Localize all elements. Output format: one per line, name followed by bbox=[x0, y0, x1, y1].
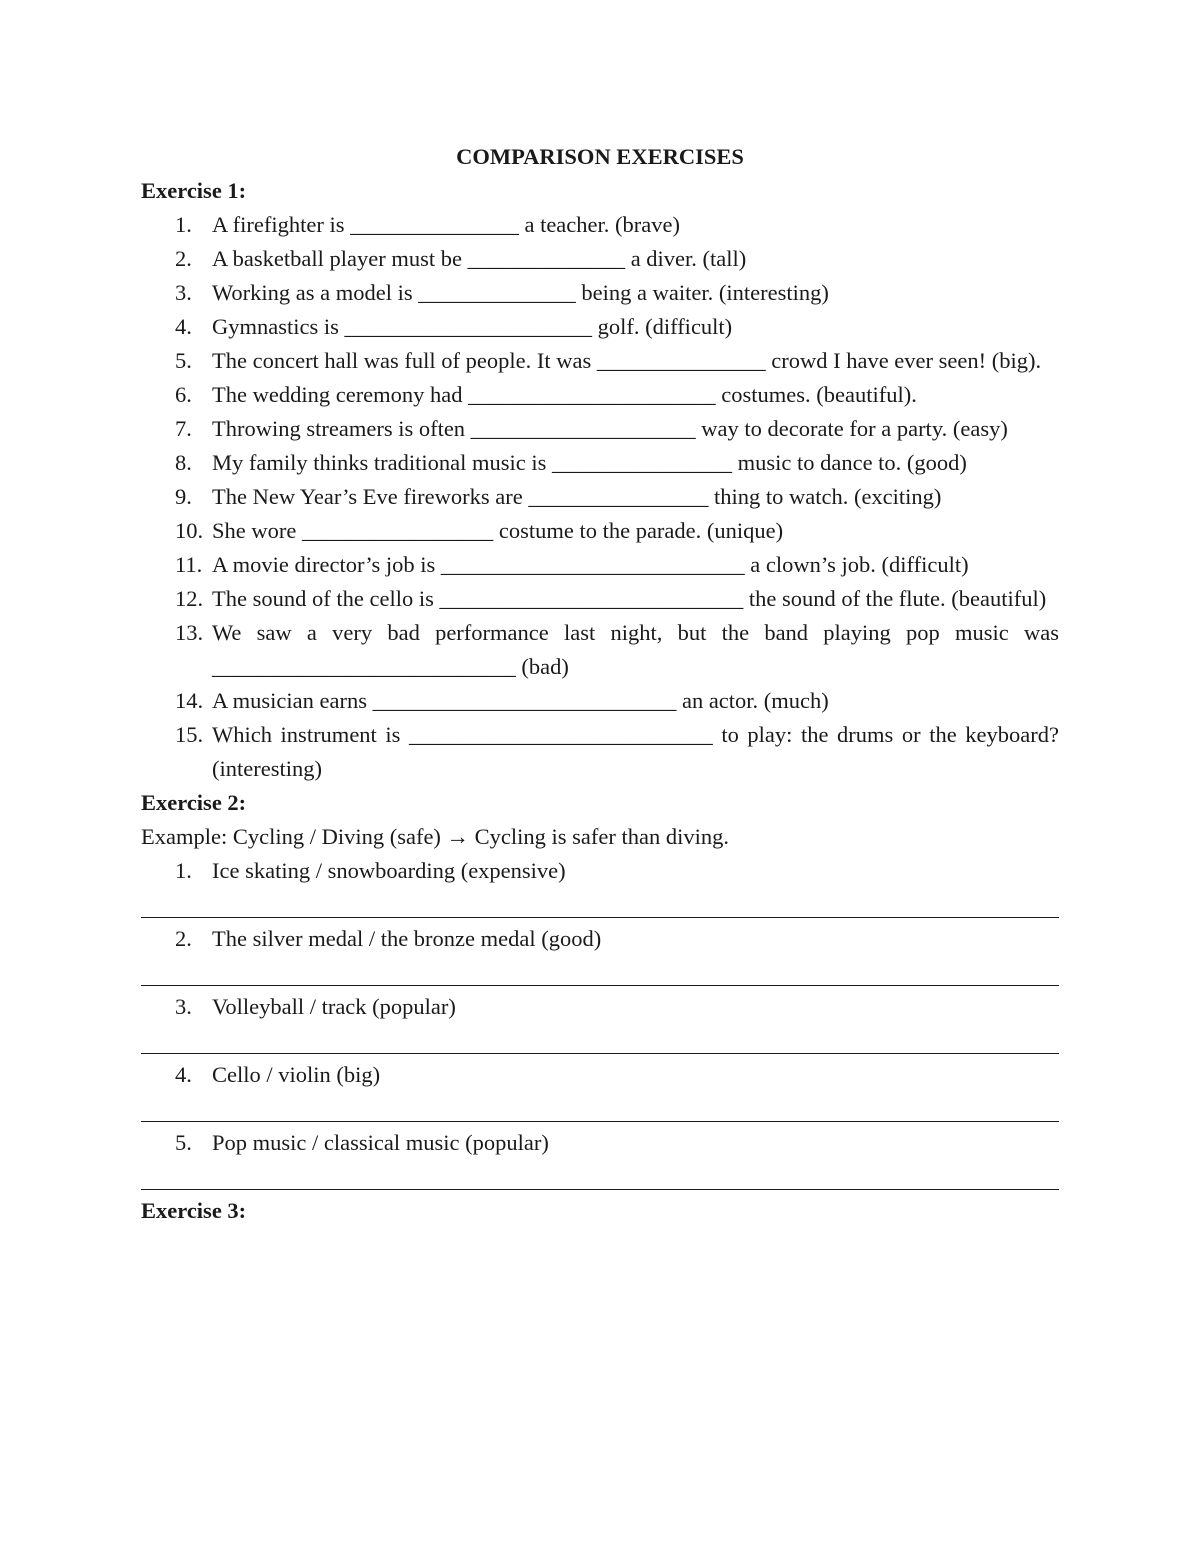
answer-line[interactable] bbox=[141, 1024, 1059, 1058]
item-text: The New Year’s Eve fireworks are ________________ thing to watch. (exciting) bbox=[212, 484, 942, 509]
item-number: 6. bbox=[175, 382, 192, 407]
exercise-1-item bbox=[141, 480, 1059, 514]
item-text: My family thinks traditional music is ________________ music to dance to. (good) bbox=[212, 450, 967, 475]
item-text: The silver medal / the bronze medal (good) bbox=[212, 926, 602, 951]
item-number: 9. bbox=[175, 484, 192, 509]
item-text: Throwing streamers is often ____________________ way to decorate for a party. (easy) bbox=[212, 416, 1008, 441]
exercise-2-item bbox=[141, 854, 1059, 888]
item-text: She wore _________________ costume to the parade. (unique) bbox=[212, 518, 784, 543]
item-text: Pop music / classical music (popular) bbox=[212, 1130, 549, 1155]
exercise-1-item bbox=[141, 276, 1059, 310]
answer-line[interactable] bbox=[141, 888, 1059, 922]
item-number: 8. bbox=[175, 450, 192, 475]
item-text: A firefighter is _______________ a teacher. (brave) bbox=[212, 212, 680, 237]
worksheet-content bbox=[141, 174, 1059, 1228]
item-text: The wedding ceremony had ______________________ costumes. (beautiful). bbox=[212, 382, 917, 407]
item-number: 11. bbox=[175, 552, 203, 577]
item-number: 2. bbox=[175, 246, 192, 271]
exercise-1-item bbox=[141, 616, 1059, 684]
exercise-2-item bbox=[141, 1126, 1059, 1160]
item-text: We saw a very bad performance last night, but the band playing pop music was ___________________________ (bad) bbox=[212, 620, 1059, 679]
exercise-2-heading: Exercise 2: bbox=[141, 790, 247, 815]
exercise-2-item bbox=[141, 1058, 1059, 1092]
item-number: 13. bbox=[175, 620, 204, 645]
exercise-2-list bbox=[141, 854, 1059, 1194]
exercise-1-item bbox=[141, 446, 1059, 480]
exercise-1-item bbox=[141, 548, 1059, 582]
item-number: 1. bbox=[175, 212, 192, 237]
item-number: 2. bbox=[175, 926, 192, 951]
item-text: The concert hall was full of people. It was _______________ crowd I have ever seen! (big). bbox=[212, 348, 1042, 373]
item-text: Working as a model is ______________ being a waiter. (interesting) bbox=[212, 280, 829, 305]
exercise-3-heading: Exercise 3: bbox=[141, 1198, 247, 1223]
exercise-2-item bbox=[141, 990, 1059, 1024]
item-number: 3. bbox=[175, 280, 192, 305]
item-number: 4. bbox=[175, 1062, 192, 1087]
exercise-1-list bbox=[141, 208, 1059, 786]
item-text: Cello / violin (big) bbox=[212, 1062, 381, 1087]
exercise-1-item bbox=[141, 378, 1059, 412]
item-number: 7. bbox=[175, 416, 192, 441]
item-number: 1. bbox=[175, 858, 192, 883]
item-text: Ice skating / snowboarding (expensive) bbox=[212, 858, 566, 883]
item-text: The sound of the cello is ___________________________ the sound of the flute. (beautiful) bbox=[212, 586, 1047, 611]
exercise-1-item bbox=[141, 344, 1059, 378]
item-number: 5. bbox=[175, 348, 192, 373]
page-title: COMPARISON EXERCISES bbox=[456, 144, 744, 169]
exercise-1-item bbox=[141, 208, 1059, 242]
item-text: A basketball player must be ______________ a diver. (tall) bbox=[212, 246, 747, 271]
exercise-1-item bbox=[141, 412, 1059, 446]
exercise-1-item bbox=[141, 582, 1059, 616]
exercise-2-example: Example: Cycling / Diving (safe) → Cycling is safer than diving. bbox=[141, 824, 730, 849]
item-number: 10. bbox=[175, 518, 204, 543]
item-text: A musician earns ___________________________ an actor. (much) bbox=[212, 688, 829, 713]
item-number: 4. bbox=[175, 314, 192, 339]
item-text: Which instrument is ___________________________ to play: the drums or the keyboard? (interesting) bbox=[212, 722, 1059, 781]
item-number: 14. bbox=[175, 688, 204, 713]
item-number: 15. bbox=[175, 722, 204, 747]
answer-line[interactable] bbox=[141, 1160, 1059, 1194]
exercise-1-item bbox=[141, 310, 1059, 344]
answer-line[interactable] bbox=[141, 956, 1059, 990]
item-text: Gymnastics is ______________________ golf. (difficult) bbox=[212, 314, 733, 339]
exercise-1-item bbox=[141, 514, 1059, 548]
item-number: 12. bbox=[175, 586, 204, 611]
exercise-1-item bbox=[141, 718, 1059, 786]
item-number: 3. bbox=[175, 994, 192, 1019]
exercise-1-item bbox=[141, 242, 1059, 276]
item-text: Volleyball / track (popular) bbox=[212, 994, 456, 1019]
exercise-1-item bbox=[141, 684, 1059, 718]
exercise-1-heading: Exercise 1: bbox=[141, 178, 247, 203]
answer-line[interactable] bbox=[141, 1092, 1059, 1126]
item-number: 5. bbox=[175, 1130, 192, 1155]
exercise-2-item bbox=[141, 922, 1059, 956]
item-text: A movie director’s job is ___________________________ a clown’s job. (difficult) bbox=[212, 552, 969, 577]
